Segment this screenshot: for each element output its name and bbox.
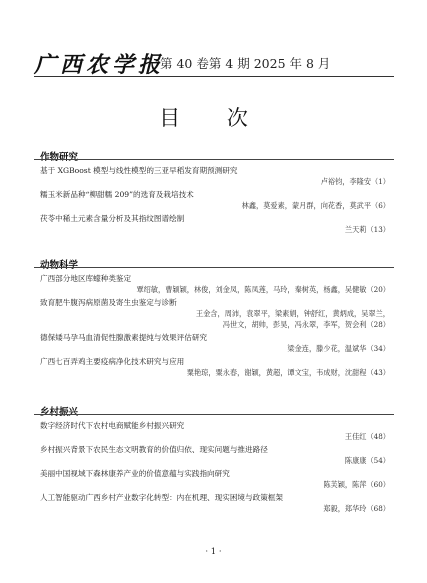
article-title: 乡村振兴背景下农民生态文明教育的价值归依、现实问题与推进路径 [40,445,268,454]
article-title: 美丽中国视域下森林康养产业的价值意蕴与实践指向研究 [40,469,230,478]
section-header [34,150,394,162]
issue-info: 第 40 卷第 4 期 2025 年 8 月 [160,56,331,71]
article-authors: 梁金连，滕少花，温斌华（34） [287,344,390,353]
article-authors: 覃绍敏，曹颖颖，林俊，刘金凤，陈凤莲，马玲，秦树英，杨鑫，吴健敏（20） [136,285,390,294]
article-entry[interactable] [34,165,394,187]
article-authors: 王金含，周沛，袁翠平，梁素娟，钟舒红，黄炳成，吴翠兰， [195,309,390,318]
article-entry[interactable] [34,468,394,490]
page-number: · 1 · [205,547,222,557]
article-title: 广西七百弄鸡主要疫病净化技术研究与应用 [40,357,185,366]
journal-name: 广西农学报 [34,52,165,78]
article-entry[interactable] [34,356,394,378]
article-title: 致育肥牛腹泻病原菌及寄生虫鉴定与诊断 [40,298,177,307]
article-authors-continued: 冯世文，胡帅，彭昊，冯永翠，李军，贺会利（28） [222,320,390,329]
article-entry[interactable] [34,213,394,235]
article-entry[interactable] [34,444,394,466]
article-entry[interactable] [34,492,394,514]
section-rule [34,414,394,415]
article-title: 数字经济时代下农村电商赋能乡村振兴研究 [40,421,185,430]
article-authors: 王佳红（48） [344,432,390,441]
article-title: 人工智能驱动广西乡村产业数字化转型：内在机理、现实困境与政策框架 [40,493,283,502]
section-crop-research [34,150,394,235]
article-authors: 粟艳琼，粟永春，谢颖，黄超，谭文宝，韦成财，沈甜程（43） [186,368,390,377]
article-title: 糯玉米新品种“柳甜糯 209”的选育及栽培技术 [40,190,194,199]
article-title: 茯苓中稀土元素含量分析及其指纹图谱绘制 [40,214,185,223]
journal-header [34,48,394,78]
article-authors: 陈康康（54） [344,456,390,465]
article-entry[interactable] [34,420,394,442]
article-title: 基于 XGBoost 模型与线性模型的三亚早稻发育期预测研究 [40,166,238,175]
article-authors: 兰天莉（13） [344,225,390,234]
article-entry[interactable] [34,297,394,330]
article-authors: 卢裕钧，李隆安（1） [320,177,390,186]
header-rule [34,76,394,77]
article-authors: 郑毅，郑华玲（68） [323,504,390,513]
article-authors: 林鑫，莫爱素，蒙月群，向花香，莫武平（6） [241,201,390,210]
section-header [34,258,394,270]
section-animal-science [34,258,394,378]
section-label: 乡村振兴 [40,407,79,418]
section-label: 动物科学 [40,260,79,271]
toc-title: 目 次 [159,106,268,130]
article-entry[interactable] [34,332,394,354]
section-rule [34,267,394,268]
section-rural-revitalization [34,405,394,514]
article-title: 广西部分地区库蠓种类鉴定 [40,274,132,283]
section-header [34,405,394,417]
article-entry[interactable] [34,189,394,211]
article-entry[interactable] [34,273,394,295]
article-authors: 陈芙颖，陈萍（60） [323,480,390,489]
article-title: 德保矮马孕马血清促性腺激素提纯与效果评估研究 [40,333,208,342]
section-rule [34,159,394,160]
section-label: 作物研究 [40,152,79,163]
